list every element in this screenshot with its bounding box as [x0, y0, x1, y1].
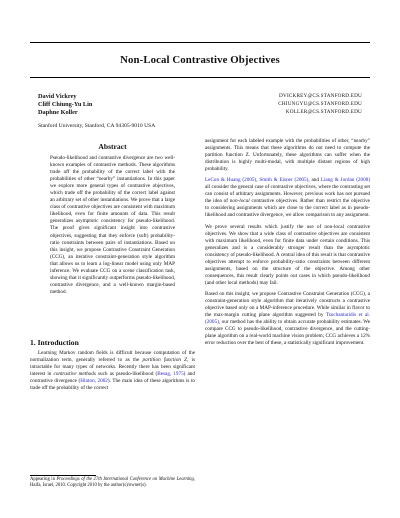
citation-link[interactable]: LeCun & Huang (2005) [205, 177, 257, 184]
text-run: all consider the general case of contrastive objectives, where the contrasting set can consist of arbitrary assignments. However, previous work has not pursued the idea of [205, 184, 370, 205]
author-name: Cliff Chiung-Yu Lin [38, 101, 93, 108]
text-run: , Haifa, Israel, 2010. Copyright 2010 by the author(s)/owner(s). [30, 477, 195, 489]
text-run: , and [308, 177, 321, 184]
author-row [38, 101, 362, 109]
abstract-heading: Abstract [98, 142, 127, 151]
citation-link[interactable]: Hinton, 2002 [80, 378, 108, 385]
affiliation: Stanford University, Stanford, CA 94305-9010 USA [38, 123, 156, 129]
footnote-rule [30, 475, 96, 476]
introduction-paragraph [30, 350, 195, 392]
author-name: David Vickrey [38, 93, 77, 100]
citation-link[interactable]: Tsochantaridis et al. (2005) [205, 312, 370, 326]
citation-link[interactable]: Besag, 1975 [157, 371, 184, 378]
text-run: such as pseudo-likelihood ( [95, 371, 158, 378]
body-paragraph: We prove several results which justify the use of non-local contrastive objectives. We show that a wide class of contrastive objectives are consistent with maximum likelihood, even for finite data under certain conditions. This generalizes and is a considerably stronger result than the asymptotic consistency of pseudo-likelihood. A central idea of this result is that contrastive objectives attempt to enforce probability-ratio constraints between different assignments, based on the structure of the objective. Among other consequences, this result clearly points out cases in which pseudo-likelihood (and other local methods) may fail. [205, 223, 370, 286]
author-name: Daphne Koller [38, 109, 78, 116]
text-run: , [256, 177, 260, 184]
citation-link[interactable]: Liang & Jordan (2008) [320, 177, 371, 184]
text-run: Based on this insight, we propose Contrastive Constraint Generation (CCG), a constraint-generation style algorithm that iteratively constructs a contrastive objective based only on a MAP-inference procedure. While similar in flavor to the max-margin cutting plane algorithm suggested by [205, 290, 370, 319]
text-run-italic: Proceedings of the 27th International Conference on Machine Learning [56, 477, 194, 482]
text-run: , our method has the ability to obtain accurate probability estimates. We compare CCG to pseudo-likelihood, contrastive divergence, and the cutting-plane algorithm on a real-world machine vision problem; CCG achieves a 12% error reduction over the best of these, a statistically significant improvement. [205, 319, 370, 347]
body-paragraph [205, 291, 370, 347]
citation-link[interactable]: Smith & Eisner (2005) [259, 177, 309, 184]
text-run: , is intractable for many types of networks. Recently there has been significant interest in [30, 357, 195, 378]
text-run: contrastive objectives. Rather than restrict the objective to considering assignments which are close to the correct label as in pseudo-likelihood and contrastive divergence, we allow comparison to any assignment. [205, 198, 370, 219]
author-row [38, 93, 362, 101]
text-run-italic: contrastive methods [53, 371, 96, 378]
text-run-italic: non-local [229, 198, 250, 205]
author-email: CHIUNGYU@CS.STANFORD.EDU [278, 101, 362, 107]
paper-title: Non-Local Contrastive Objectives [120, 54, 280, 66]
text-run: Appearing in [30, 477, 57, 482]
abstract-text: Pseudo-likelihood and contrastive divergence are two well-known examples of contrastive methods. These algorithms trade off the probability of the correct label with the probabilities of other “nearby” instantiations. In this paper we explore more general types of contrastive objectives, which trade off the probability of the correct label against an arbitrary set of other instantiations. We prove that a large class of contrastive objectives are consistent with maximum likelihood, even for finite amounts of data. This result generalizes asymptotic consistency for pseudo-likelihood. The proof gives significant insight into contrastive objectives, suggesting that they enforce (soft) probability-ratio constraints between pairs of instantiations. Based on this insight, we propose Contrastive Constraint Generation (CCG), an iterative constraint-generation style algorithm that allows us to learn a log-linear model using only MAP inference. We evaluate CCG on a scene classification task, showing that it significantly outperforms pseudo-likelihood, contrastive divergence, and a well-known margin-based method. [50, 155, 175, 295]
right-column [205, 138, 370, 351]
author-email: KOLLER@CS.STANFORD.EDU [285, 109, 362, 115]
text-run-italic: partition function Z [142, 357, 188, 364]
text-run: Learning Markov random fields is difficult because computation of the normalization term, generally referred to as the [30, 350, 195, 364]
author-row [38, 109, 362, 117]
title-rule-bottom [30, 77, 370, 78]
author-email: DVICKREY@CS.STANFORD.EDU [279, 93, 362, 99]
text-run: ) and contrastive divergence ( [30, 371, 195, 385]
text-run: ). The main idea of these algorithms is to trade off the probability of the correct [30, 378, 195, 392]
body-paragraph [205, 177, 370, 219]
introduction-heading: 1. Introduction [30, 338, 79, 347]
body-paragraph: assignment for each labeled example with the probabilities of other, “nearby” assignments. This means that these algorithms do not need to compute the partition function Z. Unfortunately, these algorithms can suffer when the distribution is highly multi-modal, with multiple distant regions of high probability. [205, 138, 370, 173]
introduction-body [30, 350, 195, 392]
title-rule-top [30, 42, 370, 43]
footnote [30, 477, 195, 489]
abstract-body [50, 155, 175, 296]
